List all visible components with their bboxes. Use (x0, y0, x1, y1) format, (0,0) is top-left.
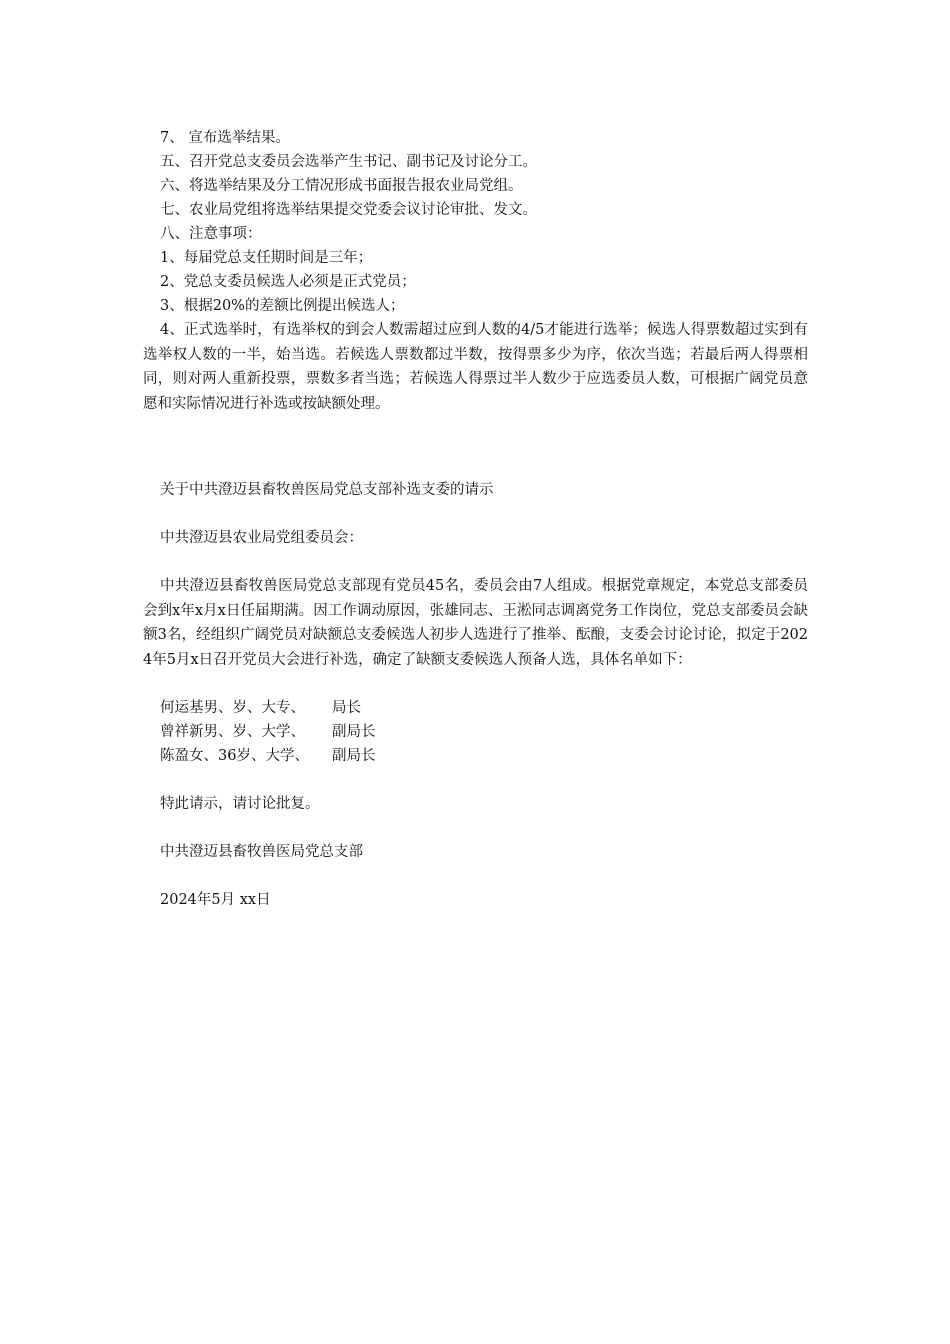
note-2: 2、党总支委员候选人必须是正式党员； (160, 274, 416, 290)
candidate-title: 局长 (332, 700, 361, 716)
item-6: 六、将选举结果及分工情况形成书面报告报农业局党组。 (160, 178, 523, 194)
document-body (143, 126, 808, 912)
note-1: 1、每届党总支任期时间是三年； (160, 250, 373, 266)
letter-body: 中共澄迈县畜牧兽医局党总支部现有党员45名，委员会由7人组成。根据党章规定，本党总支部委员会到x年x月x日任届期满。因工作调动原因，张雄同志、王淞同志调离党务工作岗位，党总支部委员会缺额3名，经组织广阔党员对缺额总支委候选人初步人选进行了推举、酝酿，支委会讨论讨论，拟定于2024年5月x日召开党员大会进行补选，确定了缺额支委候选人预备人选，具体名单如下： (143, 578, 808, 668)
spacer (143, 502, 808, 526)
letter-signature: 中共澄迈县畜牧兽医局党总支部 (160, 844, 363, 860)
spacer (143, 672, 808, 696)
candidate-info: 陈盈女、36岁、大学、 (160, 748, 309, 764)
item-7: 七、农业局党组将选举结果提交党委会议讨论审批、发文。 (160, 202, 537, 218)
spacer (143, 816, 808, 840)
step-7: 7、 宣布选举结果。 (160, 130, 290, 146)
candidate-title: 副局长 (332, 724, 376, 740)
candidate-row (143, 720, 808, 744)
note-4: 4、正式选举时，有选举权的到会人数需超过应到人数的4/5才能进行选举；候选人得票数超过实到有选举权人数的一半，始当选。若候选人票数都过半数，按得票多少为序，依次当选；若最后两人得票相同，则对两人重新投票，票数多者当选；若候选人得票过半人数少于应选委员人数，可根据广阔党员意愿和实际情况进行补选或按缺额处理。 (143, 322, 808, 412)
candidate-row (143, 696, 808, 720)
letter-title: 关于中共澄迈县畜牧兽医局党总支部补选支委的请示 (160, 482, 494, 498)
candidate-info: 曾祥新男、岁、大学、 (160, 724, 305, 740)
spacer (143, 550, 808, 574)
note-3: 3、根据20%的差额比例提出候选人； (160, 298, 405, 314)
item-8-heading: 八、注意事项： (160, 226, 262, 242)
letter-recipient: 中共澄迈县农业局党组委员会： (160, 530, 363, 546)
spacer (143, 864, 808, 888)
letter-closing: 特此请示，请讨论批复。 (160, 796, 320, 812)
candidate-info: 何运基男、岁、大专、 (160, 700, 305, 716)
letter-date: 2024年5月 xx日 (160, 892, 271, 908)
item-5: 五、召开党总支委员会选举产生书记、副书记及讨论分工。 (160, 154, 537, 170)
section-gap (143, 416, 808, 478)
candidate-title: 副局长 (332, 748, 376, 764)
candidate-row (143, 744, 808, 768)
spacer (143, 768, 808, 792)
